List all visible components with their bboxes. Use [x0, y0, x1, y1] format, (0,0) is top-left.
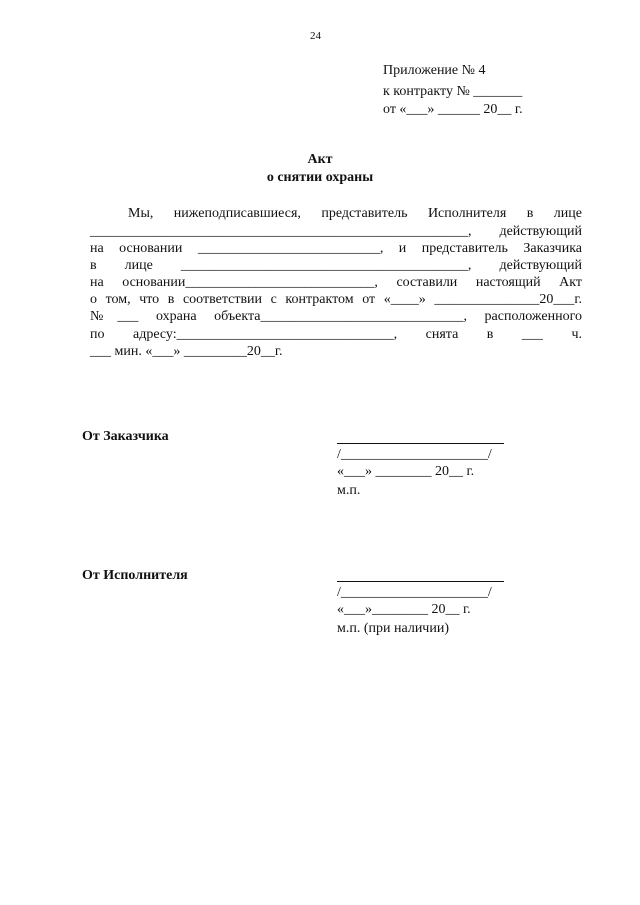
- body-line: Мы, нижеподписавшиеся, представитель Исполнителя в лице: [128, 206, 582, 221]
- body-line: на основании___________________________, составили настоящий Акт: [90, 275, 582, 290]
- customer-date-line: «___» ________ 20__ г.: [337, 464, 475, 479]
- body-line: в лице _________________________________________, действующий: [90, 258, 582, 273]
- body-line: ______________________________________________________, действующий: [90, 224, 582, 239]
- executor-label: От Исполнителя: [82, 568, 188, 583]
- annex-contract-ref: к контракту № _______: [383, 84, 523, 99]
- page-number: 24: [310, 30, 321, 42]
- customer-label: От Заказчика: [82, 429, 169, 444]
- executor-stamp: м.п. (при наличии): [337, 621, 449, 636]
- executor-signature-rule: [337, 581, 504, 582]
- body-line: по адресу:_______________________________, снята в ___ ч.: [90, 327, 582, 342]
- executor-date-line: «___»________ 20__ г.: [337, 602, 471, 617]
- body-line: ___ мин. «___» _________20__г.: [90, 344, 283, 359]
- body-line: №___ охрана объекта_____________________________, расположенного: [90, 309, 582, 324]
- annex-date: от «___» ______ 20__ г.: [383, 102, 523, 117]
- executor-signature-line: /_____________________/: [337, 585, 492, 600]
- body-line: о том, что в соответствии с контрактом от «____» _______________20___г.: [90, 292, 582, 307]
- customer-stamp: м.п.: [337, 483, 361, 498]
- document-title: Акт: [307, 152, 333, 167]
- document-subtitle: о снятии охраны: [266, 170, 374, 185]
- customer-signature-line: /_____________________/: [337, 447, 492, 462]
- body-line: на основании __________________________, и представитель Заказчика: [90, 241, 582, 256]
- customer-signature-rule: [337, 443, 504, 444]
- annex-number: Приложение № 4: [383, 63, 486, 78]
